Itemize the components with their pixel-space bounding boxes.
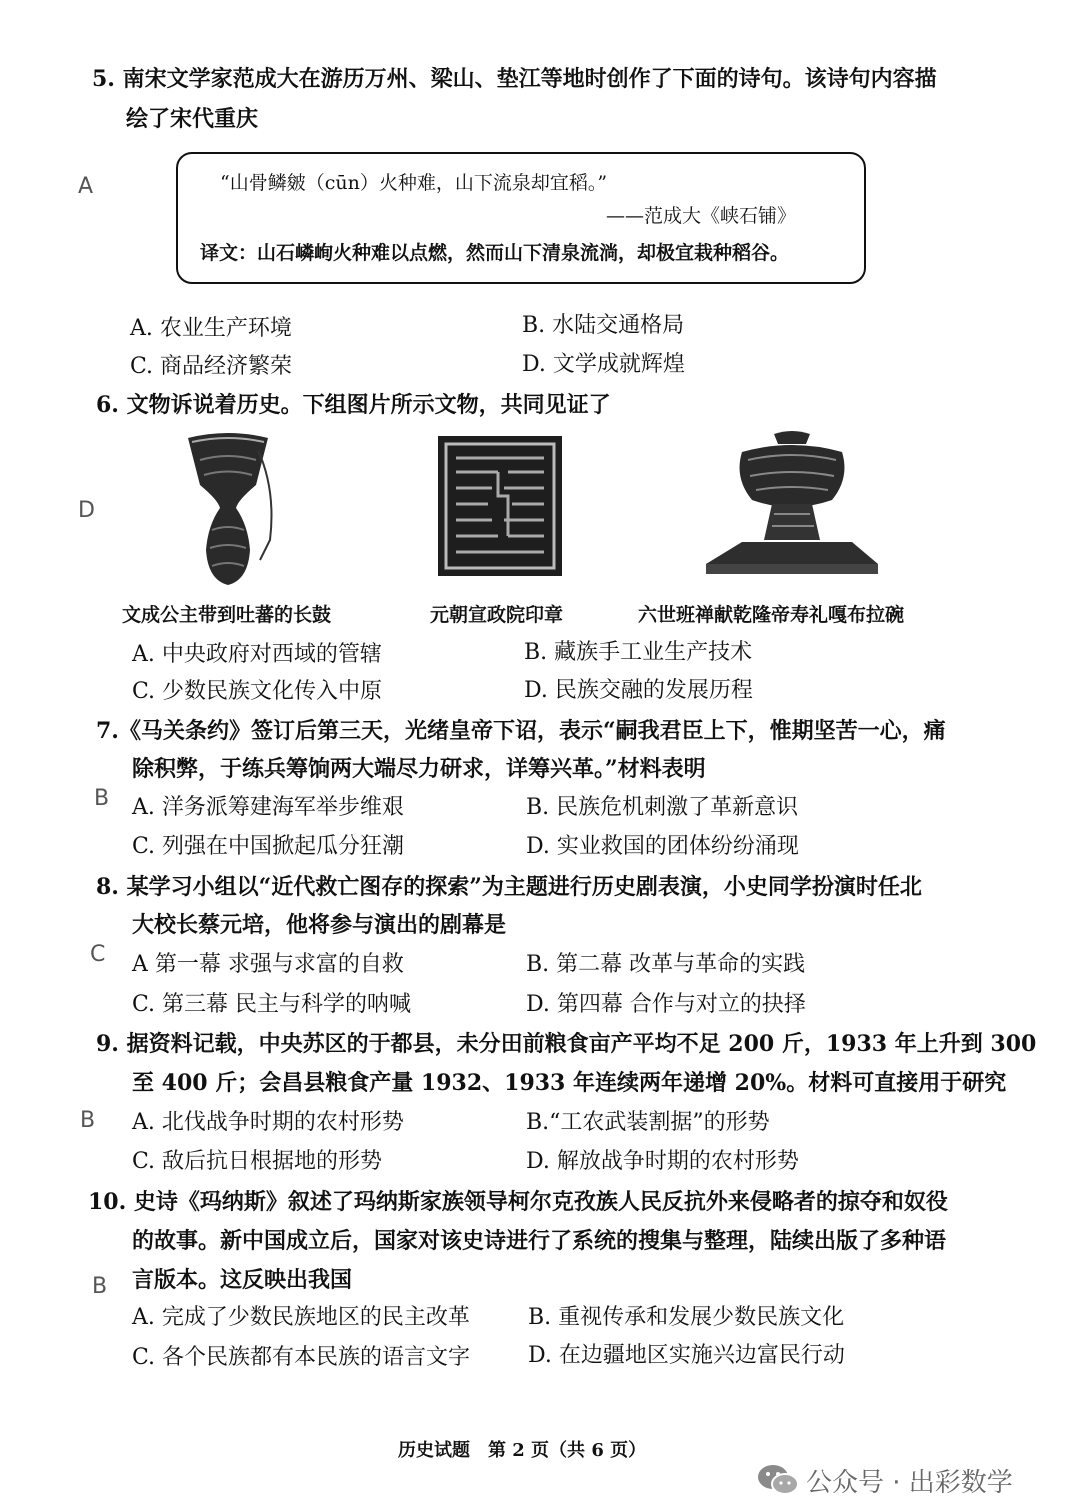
kapala-bowl-image [702,430,882,580]
q7-option-c[interactable]: C. 列强在中国掀起瓜分狂潮 [132,834,405,859]
q9-stem-line2: 至 400 斤；会昌县粮食产量 1932、1933 年连续两年递增 20%。材料可直接用于研究 [132,1070,1007,1096]
q6-stem-line1: 6. 文物诉说着历史。下组图片所示文物，共同见证了 [96,392,611,418]
q7-stem-line2: 除积弊，于练兵筹饷两大端尽力研求，详筹兴革。”材料表明 [132,756,706,782]
q9-handwritten-answer: B [80,1108,96,1133]
q7-option-d[interactable]: D. 实业救国的团体纷纷涌现 [526,834,799,859]
q7-option-b[interactable]: B. 民族危机刺激了革新意识 [526,795,799,820]
q8-stem-line2: 大校长蔡元培，他将参与演出的剧幕是 [132,912,507,938]
q7-handwritten-answer: B [94,786,110,811]
q8-stem-line1: 8. 某学习小组以“近代救亡图存的探索”为主题进行历史剧表演，小史同学扮演时任北 [96,874,922,900]
q5-option-b[interactable]: B. 水陆交通格局 [522,313,685,338]
q9-option-d[interactable]: D. 解放战争时期的农村形势 [526,1149,799,1174]
q9-stem-line1: 9. 据资料记载，中央苏区的于都县，未分田前粮食亩产平均不足 200 斤，1933 年上升到 300 [96,1031,1037,1057]
q8-option-d[interactable]: D. 第四幕 合作与对立的抉择 [526,992,806,1017]
caption-long-drum: 文成公主带到吐蕃的长鼓 [122,604,332,626]
q5-poem-verse: “山骨鳞皴（cūn）火种难，山下流泉却宜稻。” [220,172,608,194]
q7-option-a[interactable]: A. 洋务派筹建海军举步维艰 [132,795,404,820]
q6-option-b[interactable]: B. 藏族手工业生产技术 [524,640,753,665]
page-footer: 历史试题 第 2 页（共 6 页） [398,1440,647,1461]
q10-option-c[interactable]: C. 各个民族都有本民族的语言文字 [132,1345,471,1370]
seal-image [438,436,562,576]
q5-option-c[interactable]: C. 商品经济繁荣 [130,354,293,379]
q6-handwritten-answer: D [78,498,95,523]
q10-option-a[interactable]: A. 完成了少数民族地区的民主改革 [132,1305,470,1330]
q5-handwritten-answer: A [78,174,94,199]
q10-option-d[interactable]: D. 在边疆地区实施兴边富民行动 [528,1343,845,1368]
q5-option-d[interactable]: D. 文学成就辉煌 [522,352,685,377]
q10-option-b[interactable]: B. 重视传承和发展少数民族文化 [528,1305,845,1330]
q5-poem-source: ——范成大《峡石铺》 [606,205,797,227]
q8-option-b[interactable]: B. 第二幕 改革与革命的实践 [526,952,806,977]
q5-option-a[interactable]: A. 农业生产环境 [130,316,292,341]
q6-option-c[interactable]: C. 少数民族文化传入中原 [132,679,383,704]
q8-handwritten-answer: C [90,942,106,967]
q10-handwritten-answer: B [92,1274,108,1299]
q8-option-a[interactable]: A 第一幕 求强与求富的自救 [132,952,404,977]
q10-stem-line1: 10. 史诗《玛纳斯》叙述了玛纳斯家族领导柯尔克孜族人民反抗外来侵略者的掠夺和奴役 [88,1189,948,1215]
q8-option-c[interactable]: C. 第三幕 民主与科学的呐喊 [132,992,412,1017]
q5-stem-line2: 绘了宋代重庆 [126,106,259,132]
caption-kapala-bowl: 六世班禅献乾隆帝寿礼嘎布拉碗 [638,604,905,626]
wechat-icon [756,1462,800,1498]
q5-stem-line1: 5. 南宋文学家范成大在游历万州、梁山、垫江等地时创作了下面的诗句。该诗句内容描 [92,66,937,92]
q10-stem-line2: 的故事。新中国成立后，国家对该史诗进行了系统的搜集与整理，陆续出版了多种语 [132,1228,947,1254]
q9-option-a[interactable]: A. 北伐战争时期的农村形势 [132,1110,404,1135]
watermark-text: 公众号 · 出彩数学 [806,1468,1013,1498]
q5-poem-translation: 译文：山石嶙峋火种难以点燃，然而山下清泉流淌，却极宜栽种稻谷。 [200,242,790,264]
q10-stem-line3: 言版本。这反映出我国 [132,1267,353,1293]
q7-stem-line1: 7.《马关条约》签订后第三天，光绪皇帝下诏，表示“嗣我君臣上下，惟期坚苦一心，痛 [96,718,946,744]
q6-option-a[interactable]: A. 中央政府对西域的管辖 [132,642,382,667]
q9-option-c[interactable]: C. 敌后抗日根据地的形势 [132,1149,383,1174]
q9-option-b[interactable]: B.“工农武装割据”的形势 [526,1110,770,1135]
long-drum-image [178,430,278,590]
q6-option-d[interactable]: D. 民族交融的发展历程 [524,678,753,703]
caption-seal: 元朝宣政院印章 [430,604,564,626]
